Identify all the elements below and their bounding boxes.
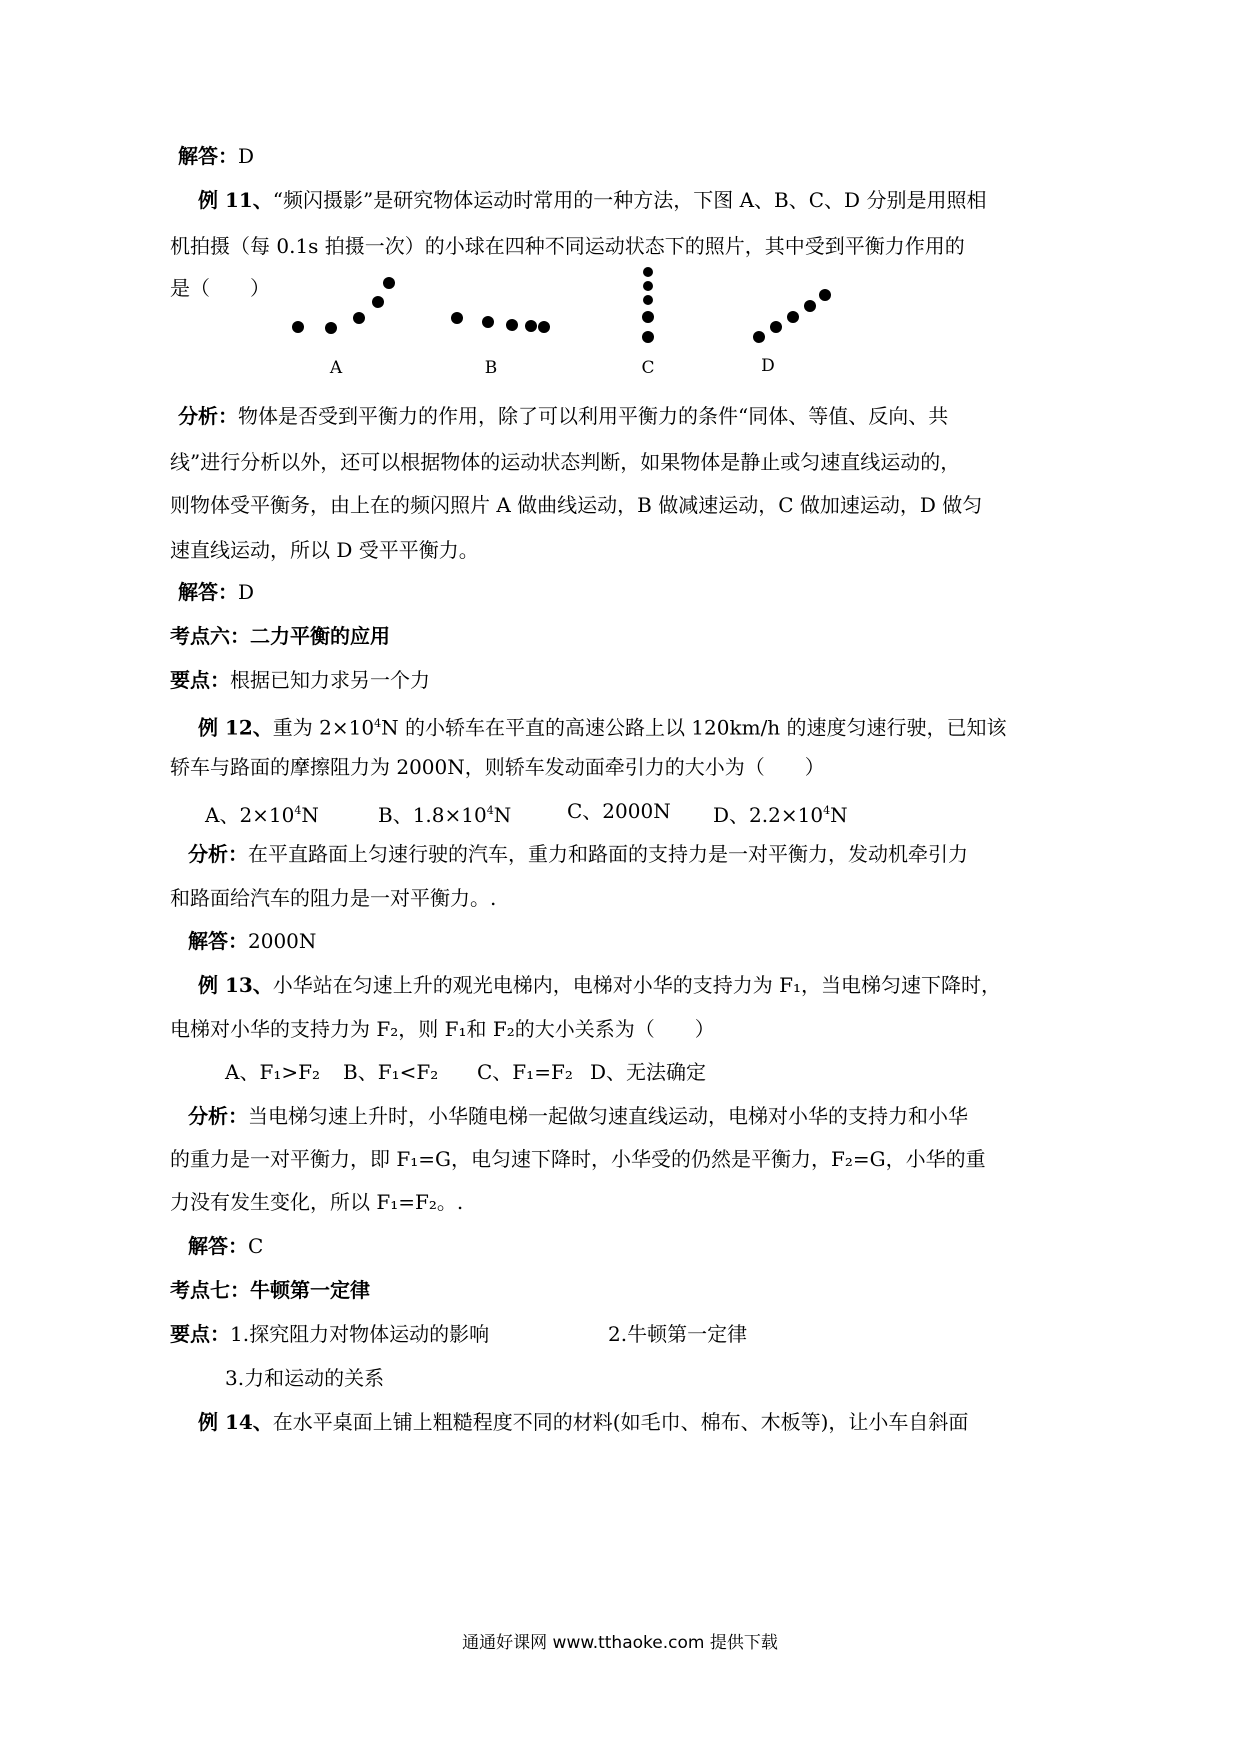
ball-a-2 xyxy=(325,322,337,334)
ball-c-3 xyxy=(643,295,653,305)
section-7-key-points xyxy=(170,1320,489,1348)
analysis-label: 分析： xyxy=(188,1104,248,1128)
figure-c xyxy=(642,267,654,343)
ball-b-5 xyxy=(538,321,550,333)
example-11-line-3: 是（ ） xyxy=(170,276,270,300)
key-label: 要点： xyxy=(170,668,230,692)
key-text: 根据已知力求另一个力 xyxy=(230,668,430,692)
key-item-2: 2.牛顿第一定律 xyxy=(608,1322,748,1346)
option-b-text: B、1.8×10 xyxy=(378,802,487,827)
example-11-answer xyxy=(178,578,254,606)
answer-label: 解答： xyxy=(188,929,248,953)
example-13-analysis-line-3: 力没有发生变化，所以 F₁=F₂。. xyxy=(170,1190,464,1214)
ball-b-4 xyxy=(525,320,537,332)
example-13-text-1: 小华站在匀速上升的观光电梯内，电梯对小华的支持力为 F₁，当电梯匀速下降时， xyxy=(272,973,1002,997)
figure-b xyxy=(451,312,550,333)
ball-b-2 xyxy=(482,316,494,328)
option-d: D、无法确定 xyxy=(590,1060,707,1084)
ball-d-2 xyxy=(770,321,782,333)
option-d xyxy=(713,797,848,829)
option-c: C、F₁=F₂ xyxy=(477,1060,573,1084)
example-13-analysis-line-1 xyxy=(188,1102,968,1130)
example-13-label: 例 13、 xyxy=(198,973,273,997)
answer-value: 2000N xyxy=(248,929,317,953)
analysis-label: 分析： xyxy=(188,842,248,866)
answer-value: D xyxy=(238,580,255,604)
example-12-analysis-line-2: 和路面给汽车的阻力是一对平衡力。. xyxy=(170,886,497,910)
example-12-line-2: 轿车与路面的摩擦阻力为 2000N，则轿车发动面牵引力的大小为（ ） xyxy=(170,755,825,779)
example-12-label: 例 12、 xyxy=(198,715,273,740)
ball-a-3 xyxy=(353,312,365,324)
example-11-analysis-line-2: 线”进行分析以外，还可以根据物体的运动状态判断，如果物体是静止或匀速直线运动的， xyxy=(170,450,961,474)
example-11-analysis-line-1 xyxy=(178,402,948,430)
key-item-3: 3.力和运动的关系 xyxy=(225,1366,385,1390)
ball-c-2 xyxy=(643,281,653,291)
example-11-analysis-line-4: 速直线运动，所以 D 受平平衡力。 xyxy=(170,538,479,562)
option-b-unit: N xyxy=(493,802,512,827)
ball-b-1 xyxy=(451,312,463,324)
figure-label-d: D xyxy=(761,356,775,376)
ball-c-4 xyxy=(642,311,654,323)
ball-d-5 xyxy=(819,289,831,301)
exponent: 4 xyxy=(294,804,302,817)
analysis-label: 分析： xyxy=(178,404,238,428)
section-7-title: 考点七：牛顿第一定律 xyxy=(170,1278,370,1302)
example-11-text-1: “频闪摄影”是研究物体运动时常用的一种方法，下图 A、B、C、D 分别是用照相 xyxy=(272,188,987,212)
option-a xyxy=(205,797,319,829)
exponent: 4 xyxy=(823,804,831,817)
ball-a-5 xyxy=(383,277,395,289)
option-a-unit: N xyxy=(301,802,319,827)
example-11-analysis-line-3: 则物体受平衡务，由上在的频闪照片 A 做曲线运动，B 做减速运动，C 做加速运动，D 做匀 xyxy=(170,493,983,517)
ball-a-4 xyxy=(372,296,384,308)
ball-c-5 xyxy=(642,331,654,343)
answer-value: D xyxy=(238,144,255,168)
key-item-1: 1.探究阻力对物体运动的影响 xyxy=(230,1322,490,1346)
ball-d-3 xyxy=(787,311,799,323)
ball-a-1 xyxy=(292,321,304,333)
answer-label: 解答： xyxy=(178,144,238,168)
example-12-line-1 xyxy=(198,710,1007,742)
example-14-line-1 xyxy=(198,1408,968,1436)
example-13-line-1 xyxy=(198,971,1001,999)
exponent: 4 xyxy=(374,717,382,730)
option-a-text: A、2×10 xyxy=(205,802,295,827)
answer-label: 解答： xyxy=(188,1234,248,1258)
option-d-text: D、2.2×10 xyxy=(713,802,824,827)
ball-b-3 xyxy=(506,319,518,331)
section-6-key-points xyxy=(170,666,430,694)
ball-d-1 xyxy=(753,331,765,343)
analysis-text: 当电梯匀速上升时，小华随电梯一起做匀速直线运动，电梯对小华的支持力和小华 xyxy=(248,1104,968,1128)
example-14-label: 例 14、 xyxy=(198,1410,273,1434)
example-12-analysis-line-1 xyxy=(188,840,968,868)
example-12-answer xyxy=(188,927,316,955)
option-b xyxy=(378,797,511,829)
strobe-photo-figure xyxy=(0,0,1240,420)
option-d-unit: N xyxy=(830,802,848,827)
example-13-line-2: 电梯对小华的支持力为 F₂，则 F₁和 F₂的大小关系为（ ） xyxy=(170,1017,715,1041)
exponent: 4 xyxy=(486,804,494,817)
example-13-answer xyxy=(188,1232,263,1260)
example-12-text-a: 重为 2×10 xyxy=(272,715,375,740)
figure-a xyxy=(292,277,395,334)
figure-label-b: B xyxy=(484,358,498,378)
figure-label-a: A xyxy=(329,358,343,378)
analysis-text: 在平直路面上匀速行驶的汽车，重力和路面的支持力是一对平衡力，发动机牵引力 xyxy=(248,842,968,866)
section-6-title: 考点六：二力平衡的应用 xyxy=(170,624,390,648)
ball-c-1 xyxy=(643,267,653,277)
option-b: B、F₁<F₂ xyxy=(343,1060,439,1084)
answer-label: 解答： xyxy=(178,580,238,604)
figure-d xyxy=(753,289,831,343)
answer-value: C xyxy=(248,1234,264,1258)
example-14-text-1: 在水平桌面上铺上粗糙程度不同的材料(如毛巾、棉布、木板等)，让小车自斜面 xyxy=(272,1410,969,1434)
figure-label-c: C xyxy=(641,358,655,378)
example-11-line-2: 机拍摄（每 0.1s 拍摄一次）的小球在四种不同运动状态下的照片，其中受到平衡力作用的 xyxy=(170,234,965,258)
option-a: A、F₁>F₂ xyxy=(225,1060,320,1084)
analysis-text: 物体是否受到平衡力的作用，除了可以利用平衡力的条件“同体、等值、反向、共 xyxy=(238,404,949,428)
option-c: C、2000N xyxy=(567,799,671,823)
example-12-text-b: N 的小轿车在平直的高速公路上以 120km/h 的速度匀速行驶，已知该 xyxy=(381,715,1007,740)
example-11-label: 例 11、 xyxy=(198,188,273,212)
key-label: 要点： xyxy=(170,1322,230,1346)
page-footer: 通通好课网 www.tthaoke.com 提供下载 xyxy=(462,1633,778,1653)
example-13-analysis-line-2: 的重力是一对平衡力，即 F₁=G，电匀速下降时，小华受的仍然是平衡力，F₂=G，小华的重 xyxy=(170,1147,986,1171)
ball-d-4 xyxy=(804,300,816,312)
